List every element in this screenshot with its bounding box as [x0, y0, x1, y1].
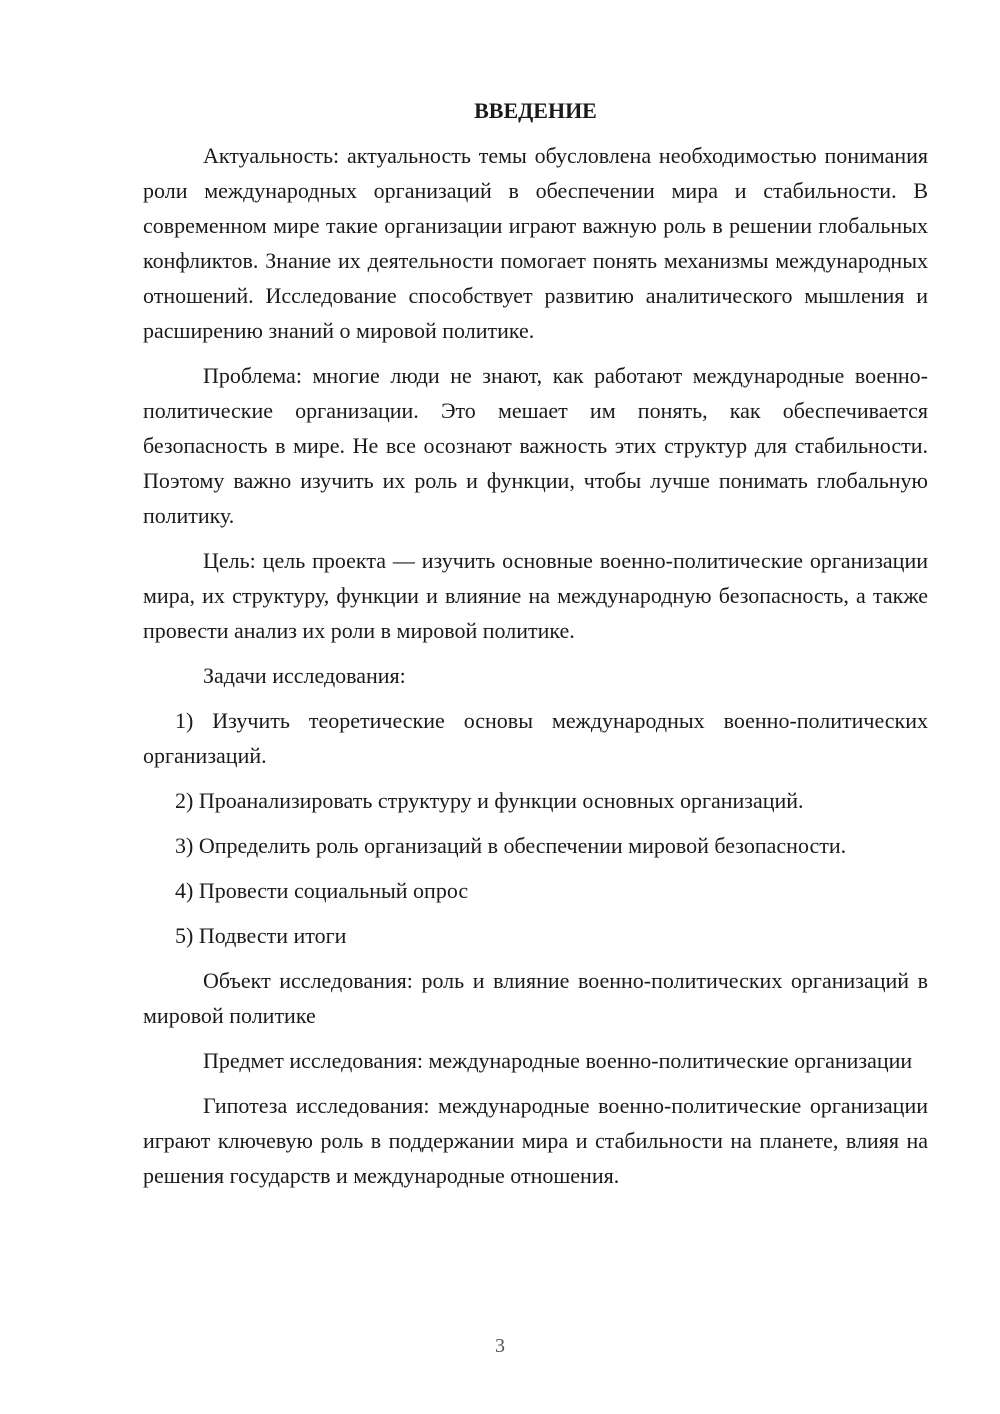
- page-content: [143, 93, 928, 1203]
- task-item: 5) Подвести итоги: [175, 923, 347, 948]
- task-item: 1) Изучить теоретические основы международных военно-политических организаций.: [143, 708, 928, 768]
- paragraph-relevance: Актуальность: актуальность темы обусловлена необходимостью понимания роли международных организаций в обеспечении мира и стабильности. В современном мире такие организации играют важную роль в решении глобальных конфликтов. Знание их деятельности помогает понять механизмы международных отношений. Исследование способствует развитию аналитического мышления и расширению знаний о мировой политике.: [143, 143, 928, 343]
- page-number: 3: [495, 1335, 505, 1357]
- paragraph-subject: Предмет исследования: международные военно-политические организации: [203, 1048, 913, 1073]
- section-title: ВВЕДЕНИЕ: [474, 98, 597, 123]
- task-item: 3) Определить роль организаций в обеспечении мировой безопасности.: [175, 833, 847, 858]
- task-item: 2) Проанализировать структуру и функции основных организаций.: [175, 788, 804, 813]
- paragraph-tasks-heading: Задачи исследования:: [203, 663, 406, 688]
- task-item: 4) Провести социальный опрос: [175, 878, 469, 903]
- paragraph-goal: Цель: цель проекта — изучить основные военно-политические организации мира, их структуру, функции и влияние на международную безопасность, а также провести анализ их роли в мировой политике.: [143, 548, 928, 643]
- paragraph-problem: Проблема: многие люди не знают, как работают международные военно-политические организации. Это мешает им понять, как обеспечивается безопасность в мире. Не все осознают важность этих структур для стабильности. Поэтому важно изучить их роль и функции, чтобы лучше понимать глобальную политику.: [143, 363, 928, 528]
- paragraph-object: Объект исследования: роль и влияние военно-политических организаций в мировой политике: [143, 968, 928, 1028]
- paragraph-hypothesis: Гипотеза исследования: международные военно-политические организации играют ключевую роль в поддержании мира и стабильности на планете, влияя на решения государств и международные отношения.: [143, 1093, 928, 1188]
